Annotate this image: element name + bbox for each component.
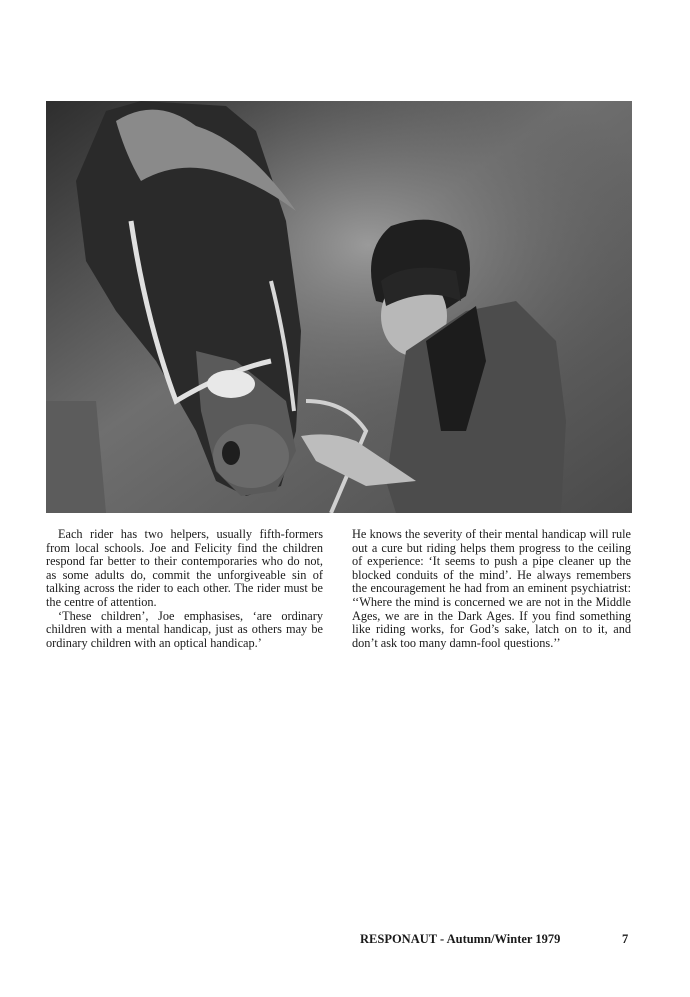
publication-footer: RESPONAUT - Autumn/Winter 1979 (360, 932, 561, 946)
article-column-left (46, 528, 323, 650)
article-column-right (352, 528, 631, 650)
article-paragraph: ‘These children’, Joe emphasises, ‘are ordinary children with a mental handicap, just as others may be ordinary children with an optical handicap.’ (46, 608, 323, 650)
article-photo (46, 101, 632, 513)
page-number: 7 (622, 932, 629, 946)
article-paragraph: He knows the severity of their mental handicap will rule out a cure but riding helps them progress to the ceiling of experience: ‘It seems to push a pipe cleaner up the blocked conduits of the mind’. He always remembers the encouragement he had from an eminent psychiatrist: ‘‘Where the mind is concerned we are not in the Middle Ages, we are in the Dark Ages. If you find something like riding works, for God’s sake, latch on to it, and don’t ask too many damn-fool questions.’’ (352, 527, 631, 650)
article-paragraph: Each rider has two helpers, usually fifth-formers from local schools. Joe and Felicity find the children respond far better to their contemporaries who do not, as some adults do, commit the unforgiveable sin of talking across the rider to each other. The rider must be the centre of attention. (46, 527, 323, 609)
